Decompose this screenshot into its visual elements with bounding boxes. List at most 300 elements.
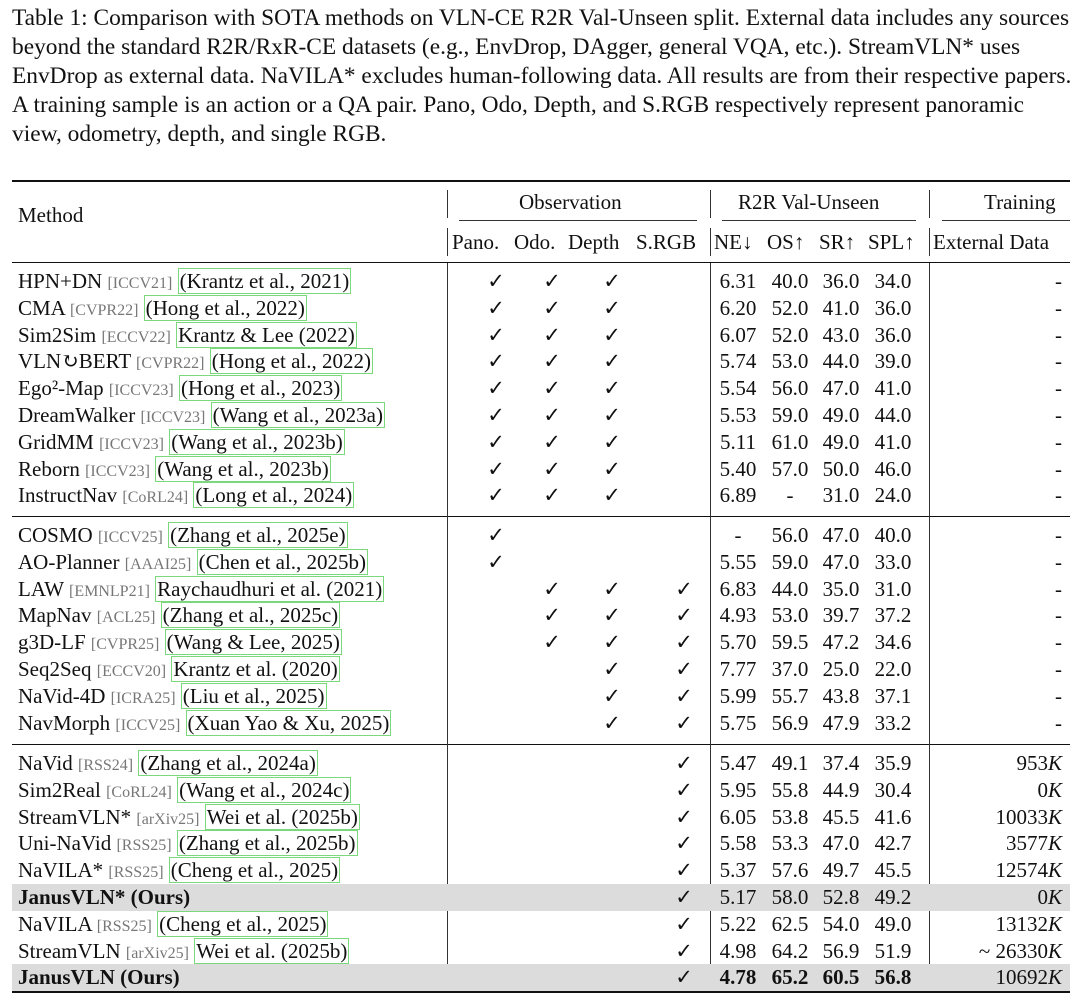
depth-check: ✓ xyxy=(603,603,621,628)
method-name: LAW xyxy=(18,576,64,601)
citation-link[interactable]: (Long et al., 2024) xyxy=(195,483,353,508)
external-data-value xyxy=(979,938,1062,965)
external-data-number: - xyxy=(1055,483,1062,508)
os-value: 56.0 xyxy=(771,523,809,547)
method-name: COSMO xyxy=(18,523,93,547)
ne-value: 5.99 xyxy=(719,683,757,708)
ne-value: 5.58 xyxy=(719,831,757,856)
odo-check: ✓ xyxy=(543,603,561,628)
depth-check: ✓ xyxy=(603,630,621,655)
method-venue: [ICCV23] xyxy=(108,382,174,400)
method-name: JanusVLN (Ours) xyxy=(18,965,180,990)
method-venue: [CVPR22] xyxy=(136,355,205,373)
method-cell xyxy=(18,750,318,780)
header-spl: SPL↑ xyxy=(868,230,915,254)
odo-check: ✓ xyxy=(543,322,561,347)
ne-value: 5.37 xyxy=(719,858,757,883)
spl-value: 56.8 xyxy=(874,965,912,990)
external-data-value xyxy=(1055,322,1062,349)
method-venue: [CoRL24] xyxy=(106,783,172,801)
external-data-number: - xyxy=(1055,576,1062,601)
header-separator-4 xyxy=(447,228,448,256)
citation-link[interactable]: (Hong et al., 2022) xyxy=(211,349,371,374)
depth-check: ✓ xyxy=(603,429,621,454)
external-data-number: 12574 xyxy=(995,858,1048,883)
method-cell xyxy=(18,710,391,740)
sr-value: 47.0 xyxy=(822,549,860,574)
pano-check: ✓ xyxy=(487,295,505,320)
depth-check: ✓ xyxy=(603,710,621,735)
method-name: StreamVLN xyxy=(18,938,121,963)
depth-check: ✓ xyxy=(603,576,621,601)
sr-value: 49.7 xyxy=(822,858,860,883)
external-data-value xyxy=(1055,522,1062,549)
method-name: JanusVLN* (Ours) xyxy=(18,885,191,909)
method-cell xyxy=(18,429,345,459)
table-row xyxy=(12,710,1070,737)
ne-value: 5.22 xyxy=(719,911,757,936)
group-rule-2 xyxy=(12,744,1070,745)
citation-link[interactable]: (Hong et al., 2023) xyxy=(181,376,341,401)
pano-check: ✓ xyxy=(487,322,505,347)
header-external-data: External Data xyxy=(933,230,1050,254)
method-venue: [CVPR25] xyxy=(90,636,160,654)
os-value: 56.0 xyxy=(771,376,809,401)
srgb-check: ✓ xyxy=(675,885,693,909)
external-data-number: - xyxy=(1055,710,1062,735)
method-venue: [ICCV21] xyxy=(107,275,173,292)
method-name: NavMorph xyxy=(18,710,111,735)
table-row xyxy=(12,322,1070,349)
external-data-value xyxy=(1055,482,1062,509)
spl-value: 42.7 xyxy=(874,831,912,856)
os-value: 64.2 xyxy=(771,938,809,963)
os-value: 53.3 xyxy=(771,831,809,856)
os-value: 58.0 xyxy=(771,885,809,909)
sr-value: 37.4 xyxy=(822,751,860,775)
method-name: g3D-LF xyxy=(18,630,86,655)
external-data-number: 0 xyxy=(1037,885,1048,909)
srgb-check: ✓ xyxy=(675,683,693,708)
pano-check: ✓ xyxy=(487,523,505,547)
method-venue: [ICCV25] xyxy=(97,529,163,546)
method-venue: [arXiv25] xyxy=(136,810,200,828)
external-data-value xyxy=(1055,348,1062,375)
sr-value: 49.0 xyxy=(822,429,860,454)
external-data-number: 0 xyxy=(1037,777,1048,802)
ne-value: 6.05 xyxy=(719,804,757,829)
citation-link[interactable]: Raychaudhuri et al. (2021) xyxy=(157,576,383,601)
table-row xyxy=(12,429,1070,456)
spl-value: 49.0 xyxy=(874,911,912,936)
odo-check: ✓ xyxy=(543,429,561,454)
method-cell xyxy=(18,295,307,325)
method-cell xyxy=(18,522,348,552)
os-value: 52.0 xyxy=(771,295,809,320)
spl-value: 39.0 xyxy=(874,349,912,374)
odo-check: ✓ xyxy=(543,349,561,374)
method-cell xyxy=(18,629,342,659)
external-data-number: - xyxy=(1055,630,1062,655)
spl-value: 30.4 xyxy=(874,777,912,802)
citation-link[interactable]: Wei et al. (2025b) xyxy=(196,938,348,963)
citation-link[interactable]: (Zhang et al., 2024a) xyxy=(140,751,316,775)
method-venue: [arXiv25] xyxy=(125,944,189,962)
ne-value: 4.78 xyxy=(719,965,757,990)
odo-check: ✓ xyxy=(543,456,561,481)
method-name: AO-Planner xyxy=(18,549,120,574)
method-venue: [ECCV22] xyxy=(101,328,171,346)
spl-value: 51.9 xyxy=(874,938,912,963)
method-name: StreamVLN* xyxy=(18,804,132,829)
external-data-number: 10692 xyxy=(995,965,1048,990)
external-data-number: ~ 26330 xyxy=(978,938,1048,963)
method-cell xyxy=(18,911,328,941)
method-cell xyxy=(18,683,327,713)
header-sr: SR↑ xyxy=(819,230,856,254)
os-value: 40.0 xyxy=(771,269,809,293)
external-data-value xyxy=(1055,549,1062,576)
method-venue: [CoRL24] xyxy=(122,489,189,507)
sr-value: 39.7 xyxy=(822,603,860,628)
srgb-check: ✓ xyxy=(675,831,693,856)
method-cell xyxy=(18,602,340,632)
citation-link[interactable]: (Hong et al., 2022) xyxy=(145,295,305,320)
citation-link[interactable]: (Chen et al., 2025b) xyxy=(198,549,367,574)
external-data-value xyxy=(1016,750,1062,777)
header-separator-1 xyxy=(447,190,448,218)
table-row xyxy=(12,348,1070,375)
external-data-value xyxy=(1055,268,1062,295)
depth-check: ✓ xyxy=(603,683,621,708)
depth-check: ✓ xyxy=(603,483,621,508)
ne-value: 5.40 xyxy=(719,456,757,481)
pano-check: ✓ xyxy=(487,456,505,481)
method-name: Sim2Real xyxy=(18,777,101,802)
spl-value: 44.0 xyxy=(874,403,912,427)
spl-value: 46.0 xyxy=(874,456,912,481)
header-rule xyxy=(12,262,1070,263)
method-name: GridMM xyxy=(18,429,94,454)
ne-value: 7.77 xyxy=(719,657,757,681)
ne-value: 4.98 xyxy=(719,938,757,963)
table-row xyxy=(12,656,1070,683)
odo-check: ✓ xyxy=(543,403,561,427)
os-value: 53.8 xyxy=(771,804,809,829)
method-cell xyxy=(18,938,349,968)
spl-value: 34.6 xyxy=(874,630,912,655)
srgb-check: ✓ xyxy=(675,751,693,775)
pano-check: ✓ xyxy=(487,403,505,427)
external-data-number: - xyxy=(1055,549,1062,574)
ne-value: 5.55 xyxy=(719,549,757,574)
sr-value: 60.5 xyxy=(822,965,860,990)
external-data-unit: K xyxy=(1047,858,1062,883)
table-row xyxy=(12,482,1070,509)
method-name: HPN+DN xyxy=(18,269,103,293)
srgb-check: ✓ xyxy=(675,576,693,601)
ne-value: 6.20 xyxy=(719,295,757,320)
srgb-check: ✓ xyxy=(675,603,693,628)
odo-check: ✓ xyxy=(543,269,561,293)
observation-group-rule xyxy=(459,220,697,221)
method-cell xyxy=(18,777,351,807)
odo-check: ✓ xyxy=(543,630,561,655)
external-data-unit: K xyxy=(1047,885,1062,909)
external-data-value xyxy=(1055,456,1062,483)
top-rule xyxy=(12,180,1070,182)
method-name: NaVILA xyxy=(18,911,92,936)
header-separator-6 xyxy=(929,228,930,256)
method-venue: [RSS25] xyxy=(116,837,172,855)
citation-link[interactable]: Krantz & Lee (2022) xyxy=(178,322,355,347)
header-r2r: R2R Val-Unseen xyxy=(738,190,880,214)
ne-value: 5.17 xyxy=(719,885,757,909)
sr-value: 44.0 xyxy=(822,349,860,374)
header-separator-3 xyxy=(929,190,930,218)
external-data-value xyxy=(1037,884,1062,911)
ne-value: 5.74 xyxy=(719,349,757,374)
external-data-number: - xyxy=(1055,349,1062,374)
external-data-value xyxy=(1055,375,1062,402)
spl-value: 45.5 xyxy=(874,858,912,883)
ne-value: 6.07 xyxy=(719,322,757,347)
table-row xyxy=(12,375,1070,402)
external-data-value xyxy=(1006,830,1062,857)
citation-link[interactable]: Wei et al. (2025b) xyxy=(206,804,358,829)
header-pano: Pano. xyxy=(452,230,500,254)
os-value: 49.1 xyxy=(771,751,809,775)
sr-value: 43.8 xyxy=(822,683,860,708)
method-name: NaVILA* xyxy=(18,858,104,883)
method-venue: [ICCV23] xyxy=(140,409,206,426)
table-row xyxy=(12,295,1070,322)
table-row xyxy=(12,602,1070,629)
external-data-value xyxy=(995,804,1062,831)
sr-value: 25.0 xyxy=(822,657,860,681)
ne-value: - xyxy=(734,523,742,547)
sr-value: 49.0 xyxy=(822,403,860,427)
spl-value: 22.0 xyxy=(874,657,912,681)
os-value: 55.7 xyxy=(771,683,809,708)
srgb-check: ✓ xyxy=(675,938,693,963)
table-row xyxy=(12,938,1070,965)
table-row xyxy=(12,549,1070,576)
table-row xyxy=(12,884,1070,911)
os-value: 53.0 xyxy=(771,603,809,628)
os-value: 52.0 xyxy=(771,322,809,347)
odo-check: ✓ xyxy=(543,376,561,401)
method-cell xyxy=(18,830,358,860)
os-value: 59.0 xyxy=(771,549,809,574)
depth-check: ✓ xyxy=(603,456,621,481)
external-data-unit: K xyxy=(1047,751,1062,775)
external-data-number: - xyxy=(1055,403,1062,427)
external-data-number: - xyxy=(1055,429,1062,454)
external-data-number: - xyxy=(1055,269,1062,293)
ne-value: 6.31 xyxy=(719,269,757,293)
sr-value: 47.2 xyxy=(822,630,860,655)
ne-value: 6.89 xyxy=(719,483,757,508)
external-data-value xyxy=(1055,629,1062,656)
depth-check: ✓ xyxy=(603,322,621,347)
external-data-value xyxy=(1055,295,1062,322)
srgb-check: ✓ xyxy=(675,657,693,681)
spl-value: 37.1 xyxy=(874,683,912,708)
citation-link[interactable]: (Wang et al., 2023a) xyxy=(212,403,383,427)
os-value: - xyxy=(786,483,794,508)
pano-check: ✓ xyxy=(487,429,505,454)
odo-check: ✓ xyxy=(543,576,561,601)
external-data-number: - xyxy=(1055,683,1062,708)
ne-value: 5.53 xyxy=(719,403,757,427)
spl-value: 41.0 xyxy=(874,376,912,401)
os-value: 37.0 xyxy=(771,657,809,681)
table-row xyxy=(12,683,1070,710)
table-row xyxy=(12,964,1070,991)
sr-value: 35.0 xyxy=(822,576,860,601)
citation-link[interactable]: (Cheng et al., 2025) xyxy=(159,911,327,936)
sr-value: 56.9 xyxy=(822,938,860,963)
os-value: 57.0 xyxy=(771,456,809,481)
method-name: NaVid xyxy=(18,751,73,775)
citation-link[interactable]: (Zhang et al., 2025c) xyxy=(162,603,339,628)
sr-value: 54.0 xyxy=(822,911,860,936)
table-row xyxy=(12,830,1070,857)
os-value: 56.9 xyxy=(771,710,809,735)
external-data-number: - xyxy=(1055,523,1062,547)
sr-value: 45.5 xyxy=(822,804,860,829)
sr-value: 47.0 xyxy=(822,376,860,401)
depth-check: ✓ xyxy=(603,269,621,293)
method-name: Sim2Sim xyxy=(18,322,97,347)
depth-check: ✓ xyxy=(603,376,621,401)
citation-link[interactable]: (Zhang et al., 2025e) xyxy=(170,523,346,547)
table-row xyxy=(12,750,1070,777)
header-training: Training xyxy=(984,190,1056,214)
external-data-unit: K xyxy=(1047,938,1062,963)
method-venue: [AAAI25] xyxy=(124,555,192,573)
table-row xyxy=(12,576,1070,603)
bottom-rule xyxy=(12,991,1070,993)
sr-value: 50.0 xyxy=(822,456,860,481)
citation-link[interactable]: (Wang et al., 2023b) xyxy=(171,429,343,454)
header-srgb: S.RGB xyxy=(636,230,697,254)
spl-value: 33.0 xyxy=(874,549,912,574)
method-cell xyxy=(18,375,342,405)
citation-link[interactable]: (Zhang et al., 2025b) xyxy=(178,831,356,856)
ne-value: 6.83 xyxy=(719,576,757,601)
spl-value: 34.0 xyxy=(874,269,912,293)
external-data-number: - xyxy=(1055,295,1062,320)
external-data-unit: K xyxy=(1047,804,1062,829)
sr-value: 47.0 xyxy=(822,523,860,547)
citation-link[interactable]: (Wang & Lee, 2025) xyxy=(166,630,340,655)
table-row xyxy=(12,268,1070,295)
citation-link[interactable]: (Xuan Yao & Xu, 2025) xyxy=(187,710,390,735)
external-data-value xyxy=(995,964,1062,991)
method-name: Seq2Seq xyxy=(18,657,92,681)
method-venue: [ICCV23] xyxy=(99,435,164,453)
external-data-value xyxy=(1055,656,1062,683)
method-name: VLN↻BERT xyxy=(18,349,131,374)
srgb-check: ✓ xyxy=(675,858,693,883)
pano-check: ✓ xyxy=(487,483,505,508)
method-name: CMA xyxy=(18,295,65,320)
spl-value: 33.2 xyxy=(874,710,912,735)
method-cell xyxy=(18,482,354,512)
citation-link[interactable]: (Cheng et al., 2025) xyxy=(170,858,339,883)
spl-value: 49.2 xyxy=(874,885,912,909)
external-data-value xyxy=(1037,777,1062,804)
external-data-value xyxy=(1055,602,1062,629)
citation-link[interactable]: (Wang et al., 2024c) xyxy=(179,777,350,802)
citation-link[interactable]: (Wang et al., 2023b) xyxy=(157,456,329,481)
srgb-check: ✓ xyxy=(675,965,693,990)
os-value: 62.5 xyxy=(771,911,809,936)
table-row xyxy=(12,911,1070,938)
external-data-unit: K xyxy=(1047,831,1062,856)
external-data-number: - xyxy=(1055,456,1062,481)
external-data-value xyxy=(1055,710,1062,737)
method-name: MapNav xyxy=(18,603,92,628)
header-ne: NE↓ xyxy=(714,230,753,254)
external-data-number: - xyxy=(1055,322,1062,347)
ne-value: 5.70 xyxy=(719,630,757,655)
citation-link[interactable]: (Krantz et al., 2021) xyxy=(179,269,350,293)
pano-check: ✓ xyxy=(487,349,505,374)
header-odo: Odo. xyxy=(514,230,556,254)
odo-check: ✓ xyxy=(543,483,561,508)
table-row xyxy=(12,522,1070,549)
ne-value: 5.75 xyxy=(719,710,757,735)
external-data-number: 953 xyxy=(1016,751,1048,775)
external-data-value xyxy=(1055,429,1062,456)
r2r-group-rule xyxy=(722,220,916,221)
os-value: 59.0 xyxy=(771,403,809,427)
method-cell xyxy=(18,348,373,378)
method-name: InstructNav xyxy=(18,483,118,508)
srgb-check: ✓ xyxy=(675,777,693,802)
table-caption: Table 1: Comparison with SOTA methods on VLN-CE R2R Val-Unseen split. External data includes any sources beyond the standard R2R/RxR-CE datasets (e.g., EnvDrop, DAgger, general VQA, etc.). StreamVLN* uses EnvDrop as external data. NaVILA* excludes human-following data. All results are from their respective papers. A training sample is an action or a QA pair. Pano, Odo, Depth, and S.RGB respectively represent panoramic view, odometry, depth, and single RGB. xyxy=(12,5,1072,147)
table-row xyxy=(12,456,1070,483)
sr-value: 47.9 xyxy=(822,710,860,735)
table-row xyxy=(12,629,1070,656)
method-cell xyxy=(18,402,385,432)
depth-check: ✓ xyxy=(603,403,621,427)
method-name: Ego²-Map xyxy=(18,376,104,401)
method-cell xyxy=(18,268,351,298)
external-data-value xyxy=(1055,683,1062,710)
method-name: DreamWalker xyxy=(18,403,136,427)
depth-check: ✓ xyxy=(603,349,621,374)
citation-link[interactable]: Krantz et al. (2020) xyxy=(173,657,338,681)
external-data-unit: K xyxy=(1047,777,1062,802)
srgb-check: ✓ xyxy=(675,804,693,829)
method-name: Uni-NaVid xyxy=(18,831,112,856)
method-venue: [RSS25] xyxy=(108,864,164,882)
header-os: OS↑ xyxy=(767,230,805,254)
os-value: 55.8 xyxy=(771,777,809,802)
method-cell xyxy=(18,456,331,486)
table-row xyxy=(12,857,1070,884)
sr-value: 43.0 xyxy=(822,322,860,347)
method-venue: [ECCV20] xyxy=(96,663,167,680)
method-cell xyxy=(18,549,368,579)
method-venue: [RSS25] xyxy=(96,917,152,935)
citation-link[interactable]: (Liu et al., 2025) xyxy=(182,683,325,708)
method-cell xyxy=(18,576,384,606)
